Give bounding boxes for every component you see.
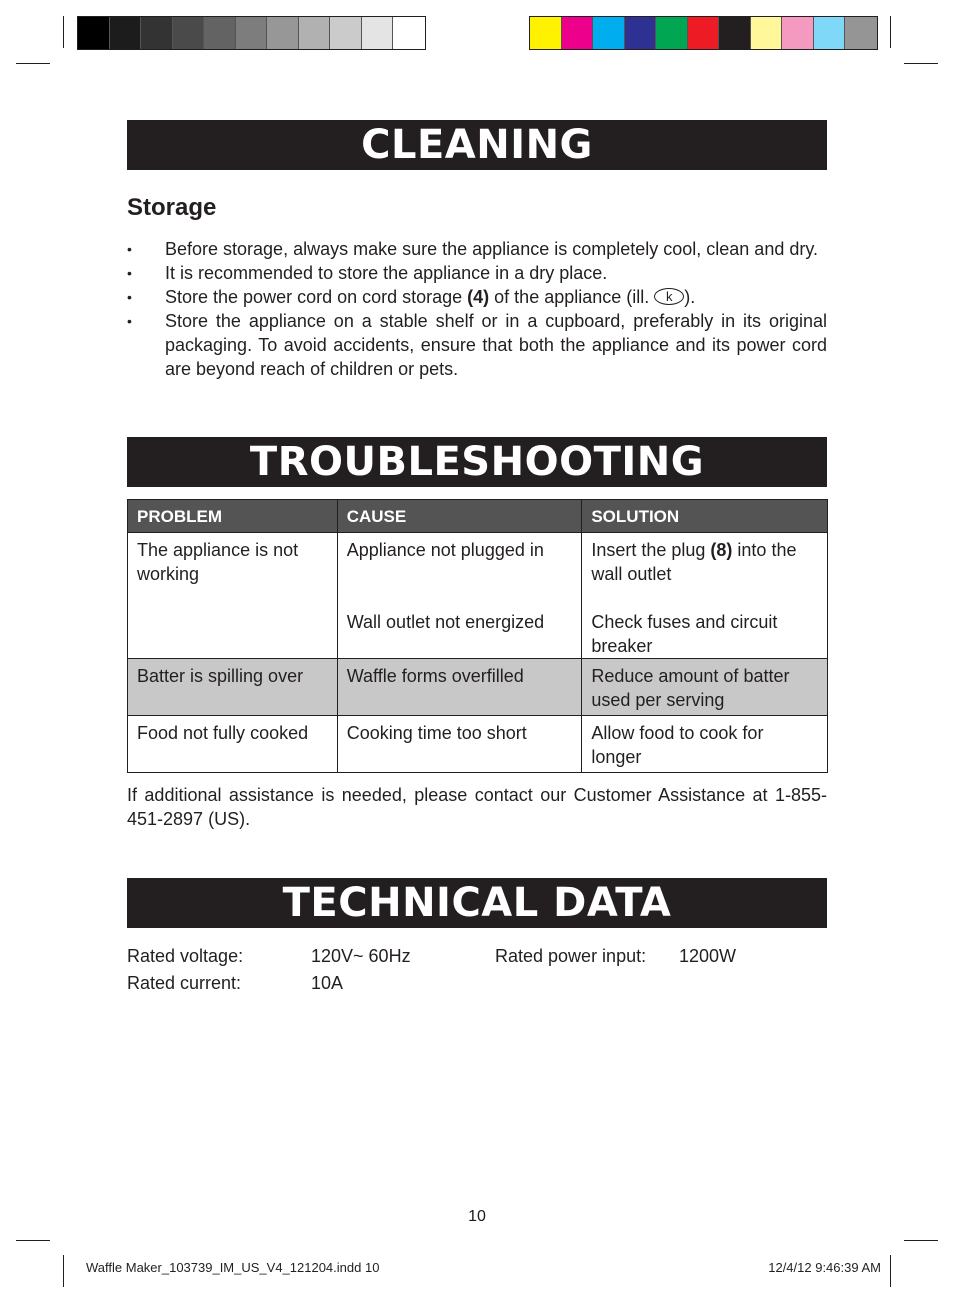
cause-text: Wall outlet not energized — [346, 612, 545, 632]
page-number: 10 — [468, 1208, 486, 1225]
list-item: • It is recommended to store the appliance in a dry place. — [127, 261, 827, 285]
color-swatch — [530, 17, 562, 49]
cause-cell: Waffle forms overfilled — [337, 659, 582, 716]
list-item-text: Store the power cord on cord storage — [165, 287, 468, 307]
list-item — [127, 285, 827, 309]
color-swatch — [562, 17, 594, 49]
cause-cell — [337, 533, 582, 659]
crop-mark — [904, 63, 938, 64]
header-solution: SOLUTION — [582, 500, 828, 533]
list-item: • Before storage, always make sure the appliance is completely cool, clean and dry. — [127, 237, 827, 261]
rated-current-label: Rated current: — [127, 973, 242, 993]
color-swatch — [625, 17, 657, 49]
color-swatch — [78, 17, 110, 49]
part-reference: (4) — [467, 287, 490, 307]
customer-assistance-note: If additional assistance is needed, please contact our Customer Assistance at 1-855-451-2897 (US). — [127, 785, 827, 829]
crop-mark — [63, 1255, 64, 1287]
table-row — [128, 716, 828, 773]
solution-text-part: into the wall outlet — [591, 540, 797, 584]
color-swatch — [782, 17, 814, 49]
crop-mark — [890, 16, 891, 48]
color-swatch — [814, 17, 846, 49]
header-problem: PROBLEM — [128, 500, 338, 533]
footer-timestamp: 12/4/12 9:46:39 AM — [768, 1260, 881, 1275]
technical-data-title: TECHNICAL DATA — [127, 878, 827, 928]
header-cause: CAUSE — [337, 500, 582, 533]
cause-text: Appliance not plugged in — [346, 540, 544, 560]
solution-text: Check fuses and circuit breaker — [591, 612, 778, 656]
problem-cell: Food not fully cooked — [128, 716, 338, 773]
color-swatch — [110, 17, 142, 49]
problem-cell: Batter is spilling over — [128, 659, 338, 716]
grayscale-color-bar — [77, 16, 426, 50]
solution-cell: Reduce amount of batter used per serving — [582, 659, 828, 716]
solution-cell: Allow food to cook for longer — [582, 716, 828, 773]
list-item-text: ). — [684, 287, 696, 307]
color-swatch — [751, 17, 783, 49]
color-swatch — [393, 17, 425, 49]
storage-bullet-list — [127, 237, 827, 381]
color-swatch — [173, 17, 205, 49]
cleaning-title: CLEANING — [127, 120, 827, 170]
color-swatch — [141, 17, 173, 49]
color-swatch — [656, 17, 688, 49]
footer-filename: Waffle Maker_103739_IM_US_V4_121204.indd 10 — [86, 1260, 380, 1275]
rated-current-value: 10A — [311, 973, 344, 993]
rated-voltage-value: 120V~ 60Hz — [311, 946, 411, 966]
illustration-badge: k — [654, 288, 684, 305]
problem-cell: The appliance is not working — [128, 533, 338, 659]
troubleshooting-table — [127, 499, 828, 773]
rated-power-value: 1200W — [679, 946, 737, 966]
color-swatch — [204, 17, 236, 49]
color-swatch — [299, 17, 331, 49]
troubleshooting-title: TROUBLESHOOTING — [127, 437, 827, 487]
crop-mark — [63, 16, 64, 48]
crop-mark — [16, 63, 50, 64]
color-swatch — [330, 17, 362, 49]
color-swatch — [267, 17, 299, 49]
rated-power-label: Rated power input: — [495, 946, 647, 966]
solution-text — [591, 538, 818, 586]
solution-cell — [582, 533, 828, 659]
color-swatch — [845, 17, 877, 49]
crop-mark — [904, 1240, 938, 1241]
color-swatch — [593, 17, 625, 49]
color-swatch — [236, 17, 268, 49]
table-header-row — [128, 500, 828, 533]
crop-mark — [16, 1240, 50, 1241]
storage-heading: Storage — [127, 194, 217, 221]
color-swatch — [688, 17, 720, 49]
cause-cell: Cooking time too short — [337, 716, 582, 773]
rated-voltage-label: Rated voltage: — [127, 946, 244, 966]
solution-text-part: Insert the plug — [591, 540, 711, 560]
list-item: • Store the appliance on a stable shelf or in a cupboard, preferably in its original packaging. To avoid accidents, ensure that both the appliance and its power cord are beyond reach of children or pets. — [127, 309, 827, 381]
table-row — [128, 659, 828, 716]
list-item-text: of the appliance (ill. — [489, 287, 655, 307]
color-swatch — [719, 17, 751, 49]
part-reference: (8) — [710, 540, 733, 560]
color-swatch — [362, 17, 394, 49]
table-row — [128, 533, 828, 659]
process-color-bar — [529, 16, 878, 50]
crop-mark — [890, 1255, 891, 1287]
